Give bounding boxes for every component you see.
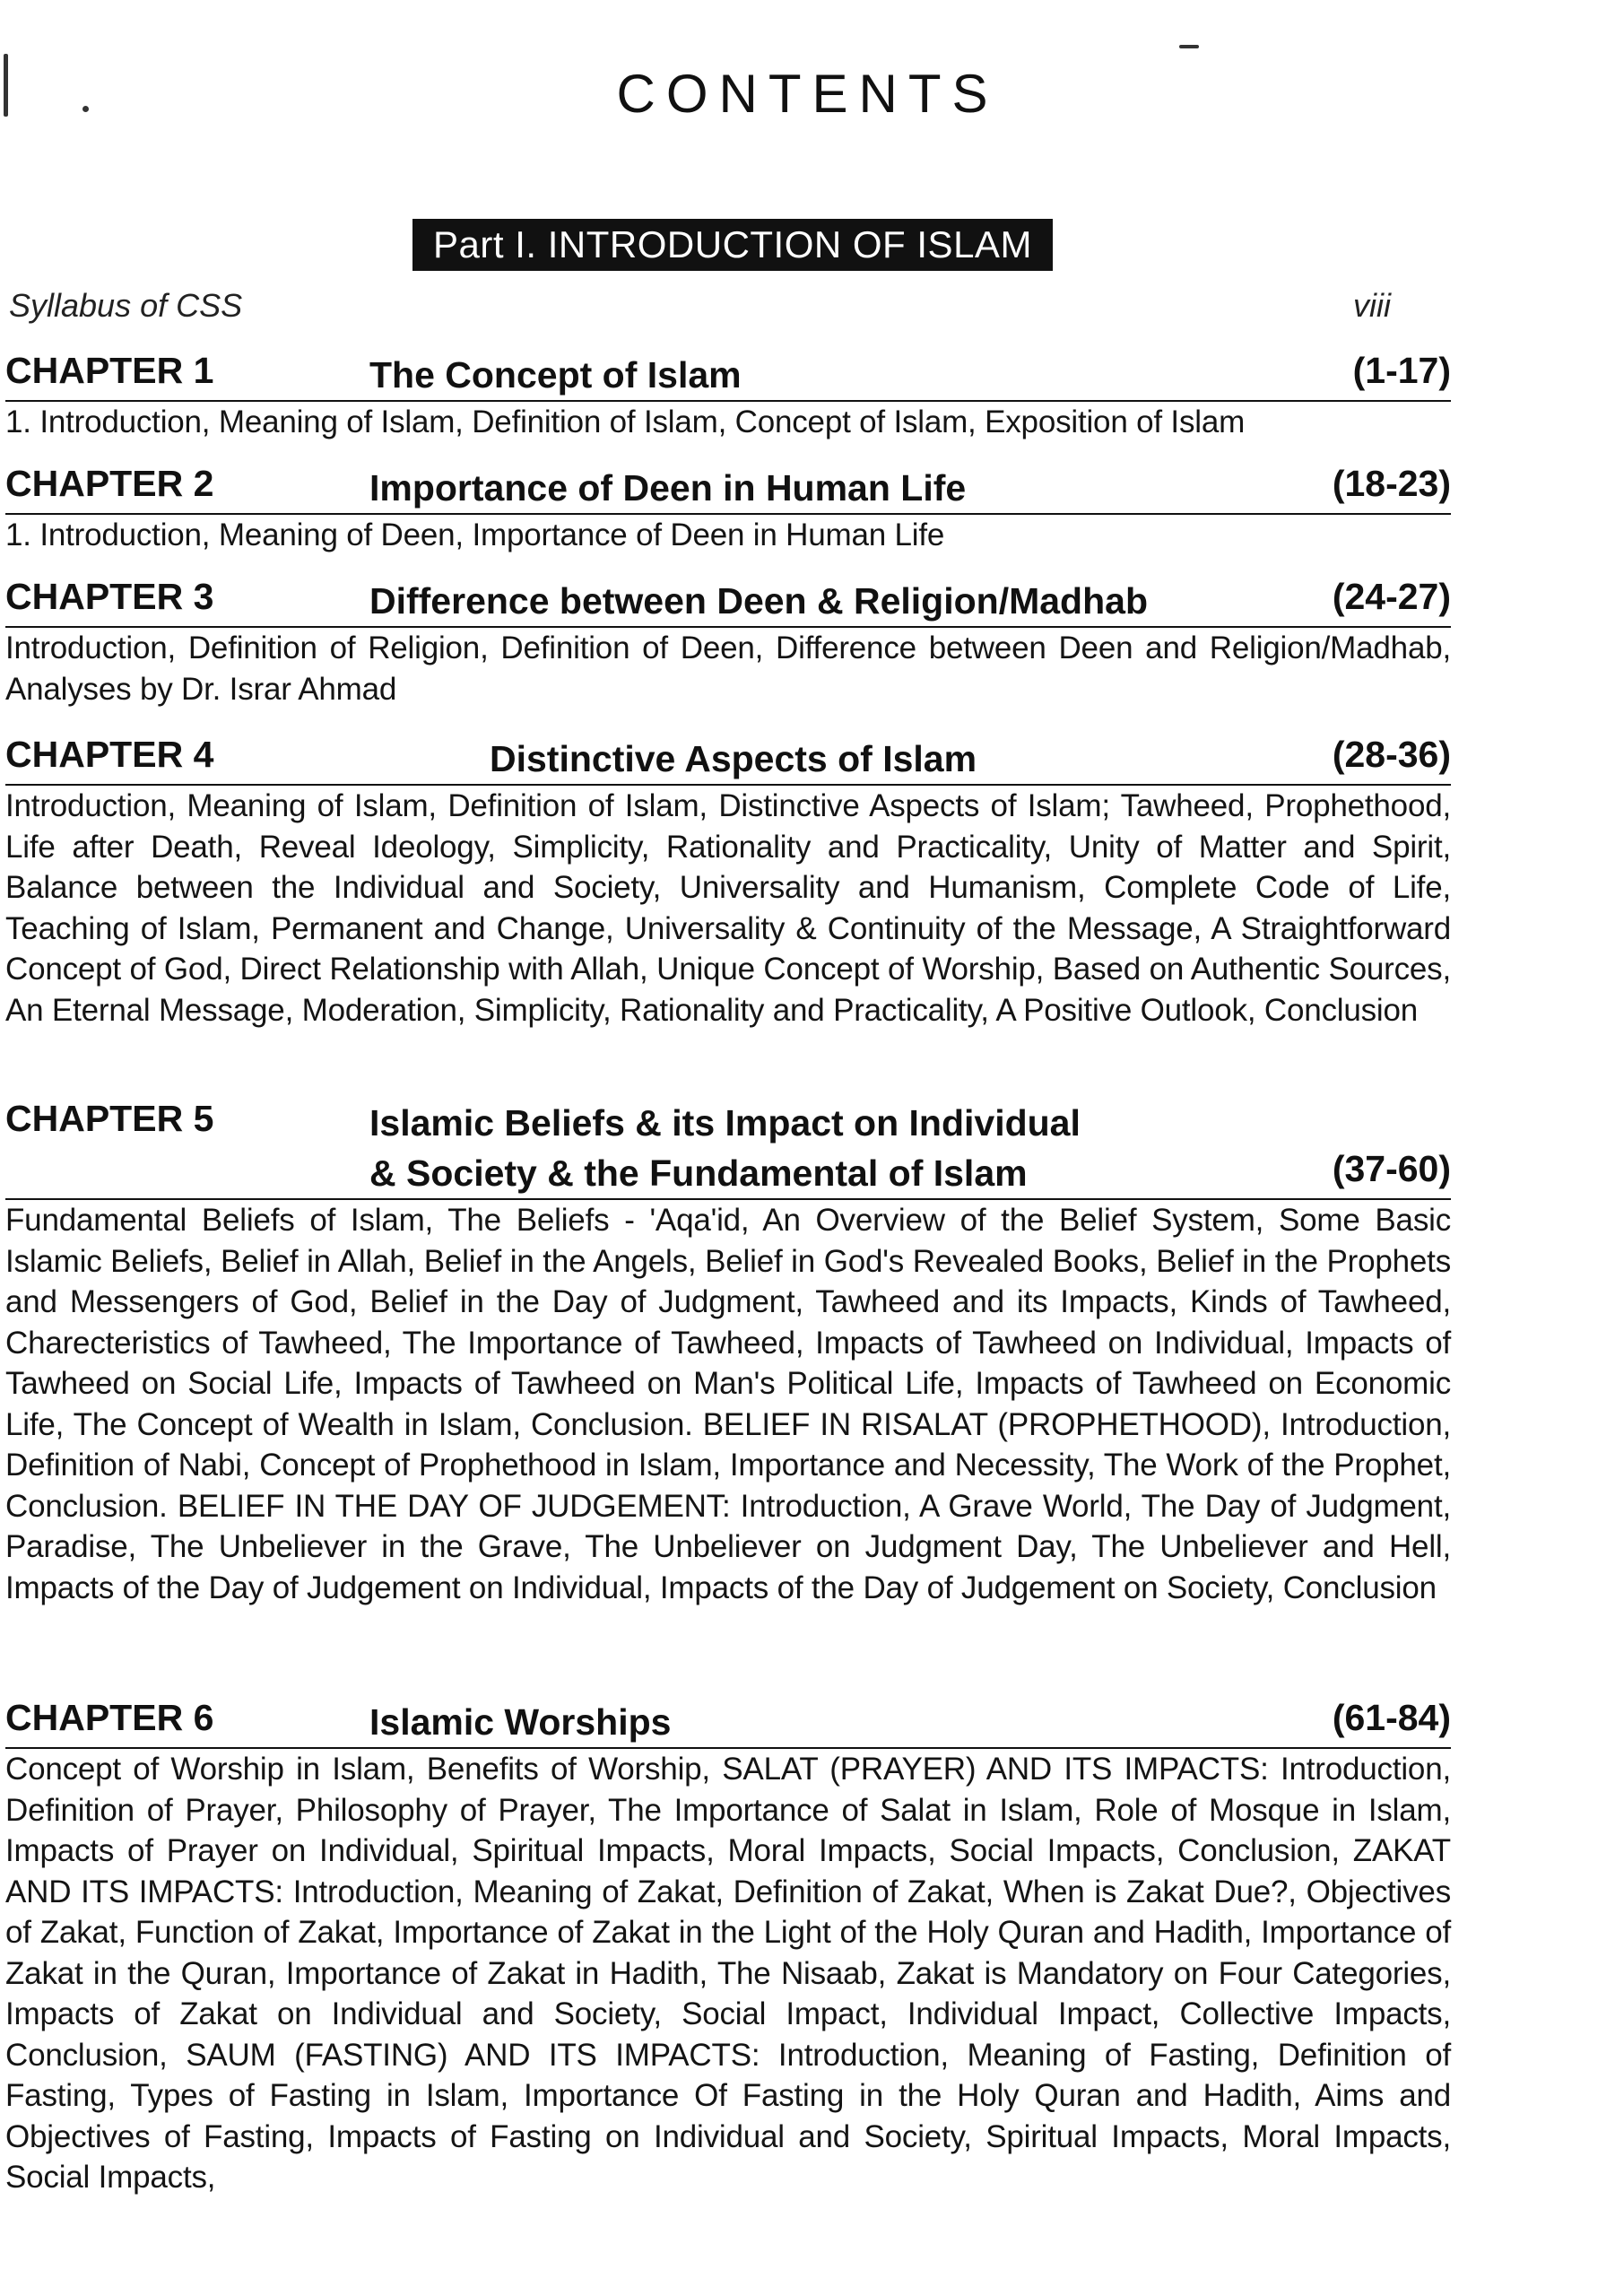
chapter-2[interactable] — [5, 463, 1451, 556]
chapter-pages: (1-17) — [1352, 350, 1451, 391]
chapter-5[interactable] — [5, 1098, 1451, 1608]
chapter-title: Islamic Worships — [369, 1701, 672, 1743]
chapter-description: Concept of Worship in Islam, Benefits of Worship, SALAT (PRAYER) AND ITS IMPACTS: Introduction, Definition of Prayer, Philosophy of Prayer, The Importance of Salat in Islam, Role of Mosque in Islam, Impacts of Prayer on Individual, Spiritual Impacts, Moral Impacts, Social Impacts, Conclusion, ZAKAT AND ITS IMPACTS: Introduction, Meaning of Zakat, Definition of Zakat, When is Zakat Due?, Objectives of Zakat, Function of Zakat, Importance of Zakat in the Light of the Holy Quran and Hadith, Importance of Zakat in the Quran, Importance of Zakat in Hadith, The Nisaab, Zakat is Mandatory on Four Categories, Impacts of Zakat on Individual and Society, Social Impact, Individual Impact, Collective Impacts, Conclusion, SAUM (FASTING) AND ITS IMPACTS: Introduction, Meaning of Fasting, Definition of Fasting, Types of Fasting in Islam, Importance Of Fasting in the Holy Quran and Hadith, Aims and Objectives of Fasting, Impacts of Fasting on Individual and Society, Spiritual Impacts, Moral Impacts, Social Impacts, — [5, 1752, 1451, 2195]
chapter-heading — [5, 1697, 1451, 1749]
chapter-title: Distinctive Aspects of Islam — [490, 738, 977, 779]
chapter-description: Introduction, Meaning of Islam, Definition of Islam, Distinctive Aspects of Islam; Tawheed, Prophethood, Life after Death, Reveal Ideology, Simplicity, Rationality and Practicality, Unity of Matter and Spirit, Balance between the Individual and Society, Universality and Humanism, Complete Code of Life, Teaching of Islam, Permanent and Change, Universality & Continuity of the Message, A Straightforward Concept of God, Direct Relationship with Allah, Unique Concept of Worship, Based on Authentic Sources, An Eternal Message, Moderation, Simplicity, Rationality and Practicality, A Positive Outlook, Conclusion — [5, 788, 1451, 1028]
chapter-title-line-2: & Society & the Fundamental of Islam — [369, 1152, 1028, 1194]
chapter-number: CHAPTER 4 — [5, 734, 214, 775]
chapter-1[interactable] — [5, 350, 1451, 443]
chapter-pages: (24-27) — [1332, 576, 1451, 617]
chapter-heading — [5, 576, 1451, 628]
scan-speck — [1179, 45, 1199, 48]
chapter-3[interactable] — [5, 576, 1451, 709]
syllabus-page: viii — [1353, 287, 1391, 324]
chapter-pages: (61-84) — [1332, 1697, 1451, 1738]
chapter-number: CHAPTER 2 — [5, 463, 214, 504]
chapter-title-line-1: Islamic Beliefs & its Impact on Individual — [369, 1102, 1081, 1144]
chapter-number: CHAPTER 6 — [5, 1697, 214, 1738]
part-banner: Part I. INTRODUCTION OF ISLAM — [412, 219, 1053, 271]
syllabus-entry[interactable] — [9, 287, 1391, 325]
chapter-description: 1. Introduction, Meaning of Islam, Definition of Islam, Concept of Islam, Exposition of Islam — [5, 404, 1246, 439]
chapter-pages: (18-23) — [1332, 463, 1451, 504]
chapter-number: CHAPTER 5 — [5, 1098, 214, 1139]
chapter-heading — [5, 1098, 1451, 1200]
chapter-6[interactable] — [5, 1697, 1451, 2198]
chapter-description: Fundamental Beliefs of Islam, The Beliefs - 'Aqa'id, An Overview of the Belief System, Some Basic Islamic Beliefs, Belief in Allah, Belief in the Angels, Belief in God's Revealed Books, Belief in the Prophets and Messengers of God, Belief in the Day of Judgment, Tawheed and its Impacts, Kinds of Tawheed, Charecteristics of Tawheed, The Importance of Tawheed, Impacts of Tawheed on Individual, Impacts of Tawheed on Social Life, Impacts of Tawheed on Man's Political Life, Impacts of Tawheed on Economic Life, The Concept of Wealth in Islam, Conclusion. BELIEF IN RISALAT (PROPHETHOOD), Introduction, Definition of Nabi, Concept of Prophethood in Islam, Importance and Necessity, The Work of the Prophet, Conclusion. BELIEF IN THE DAY OF JUDGEMENT: Introduction, A Grave World, The Day of Judgment, Paradise, The Unbeliever in the Grave, The Unbeliever on Judgment Day, The Unbeliever and Hell, Impacts of the Day of Judgement on Individual, Impacts of the Day of Judgement on Society, Conclusion — [5, 1203, 1451, 1605]
chapter-number: CHAPTER 3 — [5, 576, 214, 617]
chapter-title: The Concept of Islam — [369, 354, 742, 396]
chapter-title: Importance of Deen in Human Life — [369, 467, 967, 509]
chapter-description: 1. Introduction, Meaning of Deen, Importance of Deen in Human Life — [5, 517, 945, 552]
chapter-heading — [5, 463, 1451, 515]
syllabus-label: Syllabus of CSS — [9, 287, 243, 324]
chapter-title: Difference between Deen & Religion/Madhab — [369, 580, 1148, 622]
chapter-pages: (28-36) — [1332, 734, 1451, 775]
chapter-pages: (37-60) — [1332, 1148, 1451, 1189]
chapter-4[interactable] — [5, 734, 1451, 1031]
page-title: CONTENTS — [616, 64, 999, 124]
chapter-heading — [5, 350, 1451, 402]
chapter-number: CHAPTER 1 — [5, 350, 214, 391]
chapter-heading — [5, 734, 1451, 786]
chapter-description: Introduction, Definition of Religion, Definition of Deen, Difference between Deen and Religion/Madhab, Analyses by Dr. Israr Ahmad — [5, 631, 1451, 707]
